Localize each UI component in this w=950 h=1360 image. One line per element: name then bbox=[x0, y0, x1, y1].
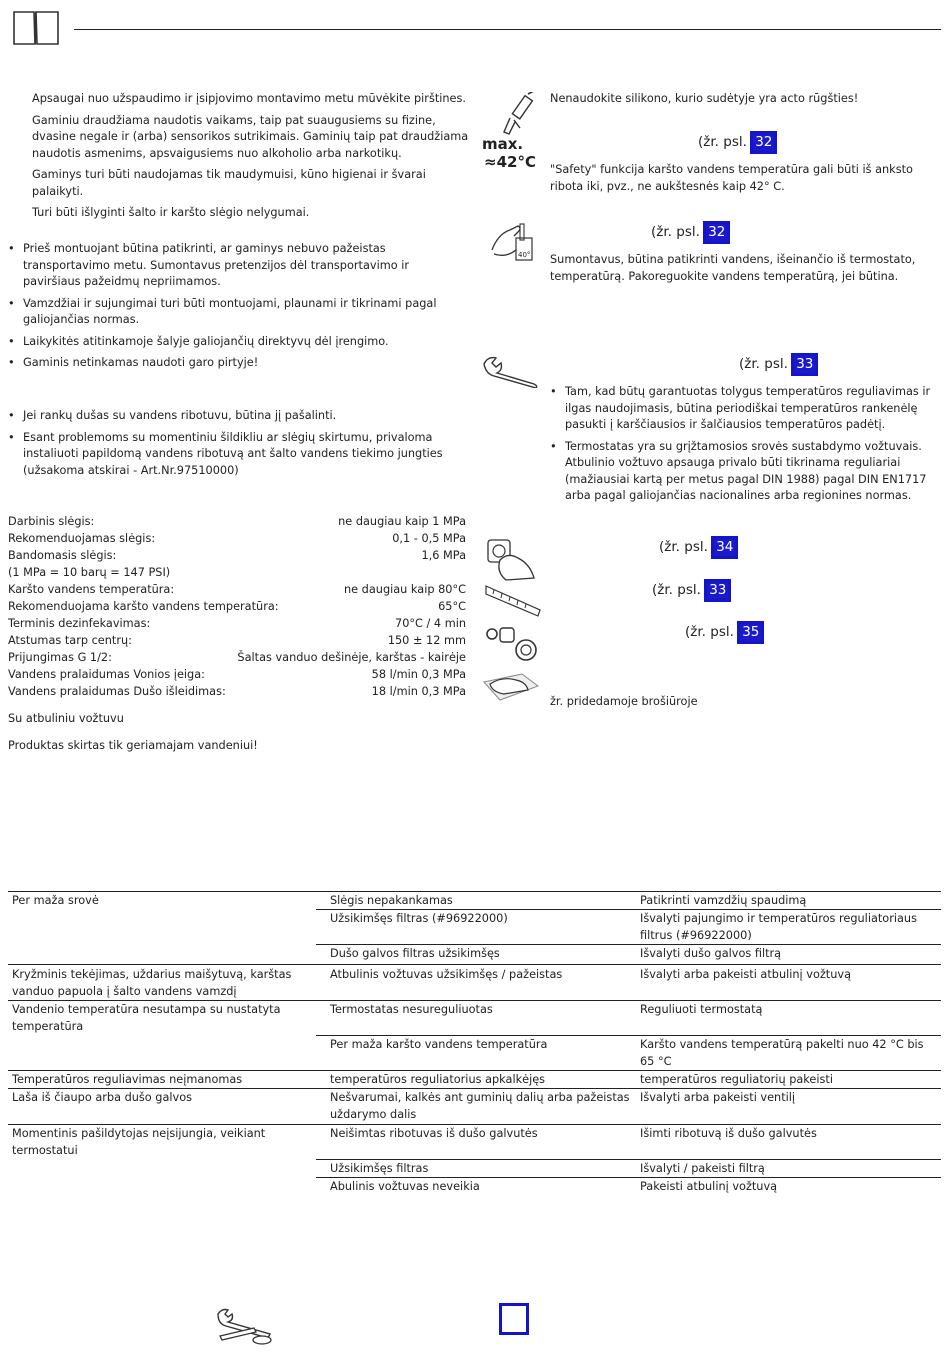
bullet-item: • Esant problemoms su momentiniu šildikliu ar slėgių skirtumu, privaloma instaliuoti papildomą vandens ribotuvą ant šalto vandens tiekimo jungties (užsakoma atskirai - Art.Nr.97510000) bbox=[8, 430, 460, 480]
page-number-badge[interactable]: 35 bbox=[742, 624, 760, 640]
table-rule bbox=[8, 1000, 941, 1001]
intro-use: Gaminys turi būti naudojamas tik maudymuisi, kūno higienai ir švarai palaikyti. bbox=[32, 168, 426, 198]
page-number-badge[interactable]: 34 bbox=[716, 539, 734, 555]
intro-gloves: Apsaugai nuo užspaudimo ir įsipjovimo montavimo metu mūvėkite pirštines. bbox=[32, 92, 466, 105]
table-rule bbox=[8, 1124, 941, 1125]
page-number-box bbox=[499, 1303, 529, 1335]
note-drinking-water: Produktas skirtas tik geriamajam vandeniui! bbox=[8, 739, 258, 752]
spec-row: (1 MPa = 10 barų = 147 PSI) bbox=[8, 566, 171, 579]
page-number-badge[interactable]: 33 bbox=[796, 356, 814, 372]
page-ref[interactable]: (žr. psl. 33 bbox=[739, 356, 814, 372]
installation-bullets bbox=[8, 241, 460, 377]
table-rule bbox=[316, 944, 941, 945]
table-rule bbox=[8, 964, 941, 965]
page-ref[interactable]: (žr. psl. 32 bbox=[651, 224, 726, 240]
page-number-badge[interactable]: 33 bbox=[709, 582, 727, 598]
spec-row: Rekomenduojama karšto vandens temperatūra: 65°C bbox=[8, 600, 466, 613]
valve-parts-icon bbox=[484, 622, 540, 670]
bullet-item: • Jei rankų dušas su vandens ribotuvu, būtina jį pašalinti. bbox=[8, 408, 460, 425]
ruler-icon bbox=[484, 584, 542, 626]
intro-children: Gaminiu draudžiama naudotis vaikams, taip pat suaugusiems su fizine, dvasine negale ir (arba) sensorikos sutrikimais. Gaminių taip pat draudžiama naudotis asmenims, apsvaigusiems nuo alkoholio arba narkotikų. bbox=[32, 113, 469, 160]
brochure-note: žr. pridedamoje brošiūroje bbox=[550, 695, 698, 708]
hand-knob-icon bbox=[486, 538, 538, 588]
table-rule bbox=[316, 1177, 941, 1178]
thermometer-hand-icon bbox=[488, 220, 538, 272]
bullet-item: • Laikykitės atitinkamoje šalyje galiojančių direktyvų dėl įrengimo. bbox=[8, 334, 460, 351]
max-temp-label: max. bbox=[482, 135, 524, 153]
page-ref[interactable]: (žr. psl. 35 bbox=[685, 624, 760, 640]
check-temp-text: Sumontavus, būtina patikrinti vandens, išeinančio iš termostato, temperatūrą. Pakoreguokite vandens temperatūrą, jei būtina. bbox=[550, 253, 916, 283]
header-rule bbox=[74, 29, 941, 30]
thermometer-badge: 40° bbox=[518, 251, 531, 259]
cleaning-hand-icon bbox=[482, 670, 540, 710]
page-ref[interactable]: (žr. psl. 33 bbox=[652, 582, 727, 598]
spec-row: Vandens pralaidumas Dušo išleidimas: 18 l/min 0,3 MPa bbox=[8, 685, 466, 698]
bullet-item: • Termostatas yra su grįžtamosios srovės sustabdymo vožtuvais. Atbulinio vožtuvo apsauga privalo būti tikrinama reguliariai (mažiausiai kartą per metus pagal DIN 1988) pagal DIN EN1717 arba pagal galiojančias nacionalines arba regionines normas. bbox=[550, 439, 940, 505]
bullet-item: • Gaminis netinkamas naudoti garo pirtyje! bbox=[8, 355, 460, 372]
manual-book-icon bbox=[12, 8, 60, 52]
note-check-valve: Su atbuliniu vožtuvu bbox=[8, 712, 124, 725]
spec-row: Atstumas tarp centrų: 150 ± 12 mm bbox=[8, 634, 466, 647]
page-number-badge[interactable]: 32 bbox=[708, 224, 726, 240]
bullet-item: • Prieš montuojant būtina patikrinti, ar gaminys nebuvo pažeistas transportavimo metu. Sumontavus pretenzijos dėl transportavimo ir paviršiaus pažeidmų nepriimamos. bbox=[8, 241, 460, 291]
spec-row: Bandomasis slėgis: 1,6 MPa bbox=[8, 549, 466, 562]
intro-pressure: Turi būti išlyginti šalto ir karšto slėgio nelygumai. bbox=[32, 206, 310, 219]
spec-row: Vandens pralaidumas Vonios įeiga: 58 l/min 0,3 MPa bbox=[8, 668, 466, 681]
maintenance-bullets bbox=[550, 384, 940, 510]
silicone-warning: Nenaudokite silikono, kurio sudėtyje yra acto rūgšties! bbox=[550, 92, 859, 105]
table-rule bbox=[316, 1159, 941, 1160]
safety-text: "Safety" funkcija karšto vandens temperatūra gali būti iš anksto ribota iki, pvz., ne aukštesnės kaip 42° C. bbox=[550, 163, 913, 193]
bullet-item: • Vamzdžiai ir sujungimai turi būti montuojami, plaunami ir tikrinami pagal galiojančias normas. bbox=[8, 296, 460, 329]
temp-42-label: ≈42°C bbox=[484, 153, 536, 171]
intro-block bbox=[32, 91, 472, 222]
spec-row: Darbinis slėgis: ne daugiau kaip 1 MPa bbox=[8, 515, 466, 528]
page-ref[interactable]: (žr. psl. 34 bbox=[659, 539, 734, 555]
table-rule bbox=[8, 891, 941, 892]
page-ref[interactable]: (žr. psl. 32 bbox=[698, 134, 773, 150]
table-rule bbox=[316, 1035, 941, 1036]
spec-row: Prijungimas G 1/2: Šaltas vanduo dešinėje, karštas - kairėje bbox=[8, 651, 466, 664]
table-rule bbox=[8, 1088, 941, 1089]
spec-row: Karšto vandens temperatūra: ne daugiau kaip 80°C bbox=[8, 583, 466, 596]
tools-icon bbox=[214, 1306, 274, 1352]
bullet-item: • Tam, kad būtų garantuotas tolygus temperatūros reguliavimas ir ilgas naudojimasis, būtina periodiškai temperatūros rankenėlę pasukti į karščiausios ir šalčiausios temperatūros padėtį. bbox=[550, 384, 940, 434]
spec-row: Terminis dezinfekavimas: 70°C / 4 min bbox=[8, 617, 466, 630]
shower-bullets bbox=[8, 408, 460, 484]
wrench-icon bbox=[482, 354, 540, 394]
table-rule bbox=[8, 1070, 941, 1071]
page-number-badge[interactable]: 32 bbox=[755, 134, 773, 150]
spec-row: Rekomenduojamas slėgis: 0,1 - 0,5 MPa bbox=[8, 532, 466, 545]
table-rule bbox=[316, 909, 941, 910]
